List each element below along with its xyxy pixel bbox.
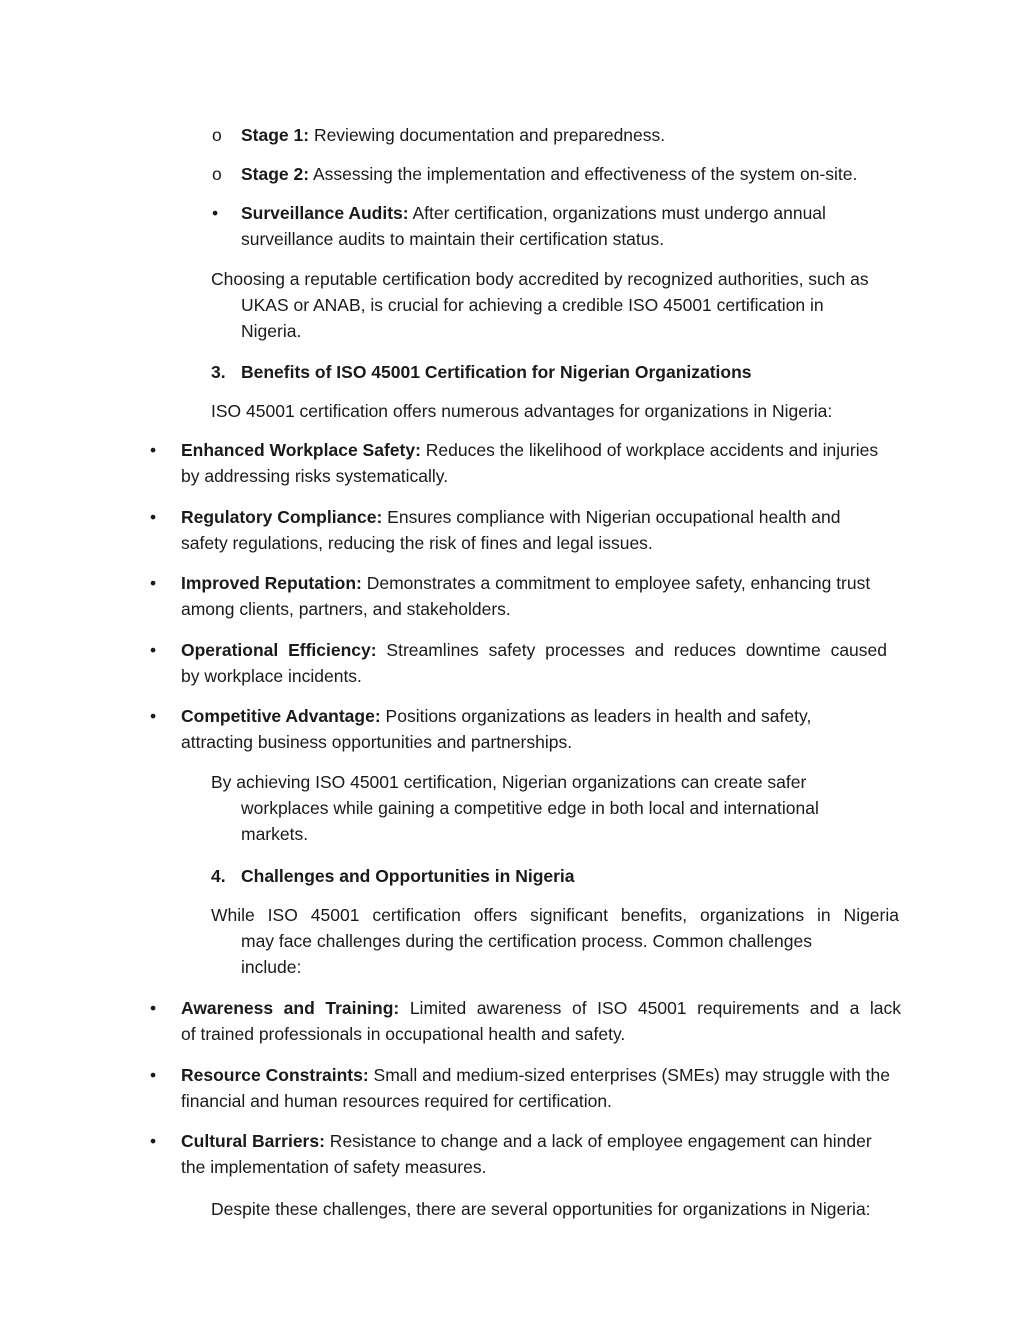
challenge-text-2: of trained professionals in occupational health and safety.: [181, 1024, 626, 1044]
sub-bullet-marker: o: [212, 125, 222, 145]
bullet-marker: •: [212, 203, 219, 223]
bullet-marker: •: [150, 640, 157, 660]
benefit-label: Regulatory Compliance:: [181, 507, 383, 527]
stage-2-text: Assessing the implementation and effectiveness of the system on-site.: [309, 164, 858, 184]
achieving-paragraph-line-2: workplaces while gaining a competitive edge in both local and international: [241, 798, 819, 818]
benefit-text-2: safety regulations, reducing the risk of fines and legal issues.: [181, 533, 653, 553]
benefit-text-1: Demonstrates a commitment to employee safety, enhancing trust: [361, 573, 871, 593]
stage-1-label: Stage 1:: [241, 125, 310, 145]
benefit-text-1: Ensures compliance with Nigerian occupational health and: [382, 507, 841, 527]
bullet-marker: •: [150, 1065, 157, 1085]
section-3-intro: ISO 45001 certification offers numerous advantages for organizations in Nigeria:: [211, 401, 833, 421]
list-item-benefit: [181, 570, 870, 596]
bullet-marker: •: [150, 1131, 157, 1151]
surveillance-text-2: surveillance audits to maintain their certification status.: [241, 229, 665, 249]
cert-body-paragraph-line-2: UKAS or ANAB, is crucial for achieving a credible ISO 45001 certification in: [241, 295, 824, 315]
benefit-text-1: Positions organizations as leaders in health and safety,: [380, 706, 812, 726]
list-item-challenge: [181, 1128, 872, 1154]
benefit-label: Enhanced Workplace Safety:: [181, 440, 421, 460]
challenge-label: Resource Constraints:: [181, 1065, 369, 1085]
benefit-text-1: Streamlines safety processes and reduces downtime caused: [376, 640, 887, 660]
list-item-challenge: [181, 995, 901, 1021]
bullet-marker: •: [150, 998, 157, 1018]
challenge-text-1: Limited awareness of ISO 45001 requirements and a lack: [399, 998, 902, 1018]
challenge-label: Awareness and Training:: [181, 998, 400, 1018]
section-4-paragraph-line-2: may face challenges during the certification process. Common challenges: [241, 931, 812, 951]
challenge-label: Cultural Barriers:: [181, 1131, 325, 1151]
list-item-surveillance: [241, 200, 826, 226]
challenge-text-1: Resistance to change and a lack of employee engagement can hinder: [324, 1131, 872, 1151]
challenge-text-1: Small and medium-sized enterprises (SMEs) may struggle with the: [368, 1065, 890, 1085]
benefit-text-2: by addressing risks systematically.: [181, 466, 449, 486]
surveillance-text-1: After certification, organizations must undergo annual: [408, 203, 826, 223]
benefit-label: Improved Reputation:: [181, 573, 362, 593]
section-4-paragraph-line-3: include:: [241, 957, 302, 977]
challenge-text-2: financial and human resources required for certification.: [181, 1091, 612, 1111]
surveillance-label: Surveillance Audits:: [241, 203, 409, 223]
list-item-benefit: [181, 703, 811, 729]
sub-bullet-marker: o: [212, 164, 222, 184]
section-4-paragraph-line-1: While ISO 45001 certification offers significant benefits, organizations in Nigeria: [211, 905, 899, 925]
challenge-text-2: the implementation of safety measures.: [181, 1157, 487, 1177]
list-item-challenge: [181, 1062, 890, 1088]
benefit-text-2: attracting business opportunities and partnerships.: [181, 732, 573, 752]
benefit-text-1: Reduces the likelihood of workplace accidents and injuries: [420, 440, 879, 460]
achieving-paragraph-line-1: By achieving ISO 45001 certification, Nigerian organizations can create safer: [211, 772, 807, 792]
closing-paragraph: Despite these challenges, there are several opportunities for organizations in Nigeria:: [211, 1199, 871, 1219]
cert-body-paragraph-line-1: Choosing a reputable certification body accredited by recognized authorities, such as: [211, 269, 869, 289]
section-4-heading: Challenges and Opportunities in Nigeria: [241, 866, 575, 886]
benefit-text-2: among clients, partners, and stakeholders.: [181, 599, 511, 619]
cert-body-paragraph-line-3: Nigeria.: [241, 321, 302, 341]
section-3-heading: Benefits of ISO 45001 Certification for Nigerian Organizations: [241, 362, 752, 382]
stage-1-text: Reviewing documentation and preparedness.: [309, 125, 666, 145]
list-item-benefit: [181, 437, 878, 463]
section-4-number: 4.: [211, 866, 226, 886]
benefit-label: Operational Efficiency:: [181, 640, 377, 660]
section-3-number: 3.: [211, 362, 226, 382]
list-item-benefit: [181, 637, 887, 663]
benefit-label: Competitive Advantage:: [181, 706, 381, 726]
bullet-marker: •: [150, 706, 157, 726]
bullet-marker: •: [150, 507, 157, 527]
list-item-stage-2: [241, 161, 857, 187]
stage-2-label: Stage 2:: [241, 164, 310, 184]
list-item-stage-1: [241, 122, 665, 148]
bullet-marker: •: [150, 573, 157, 593]
benefit-text-2: by workplace incidents.: [181, 666, 362, 686]
list-item-benefit: [181, 504, 840, 530]
bullet-marker: •: [150, 440, 157, 460]
achieving-paragraph-line-3: markets.: [241, 824, 309, 844]
